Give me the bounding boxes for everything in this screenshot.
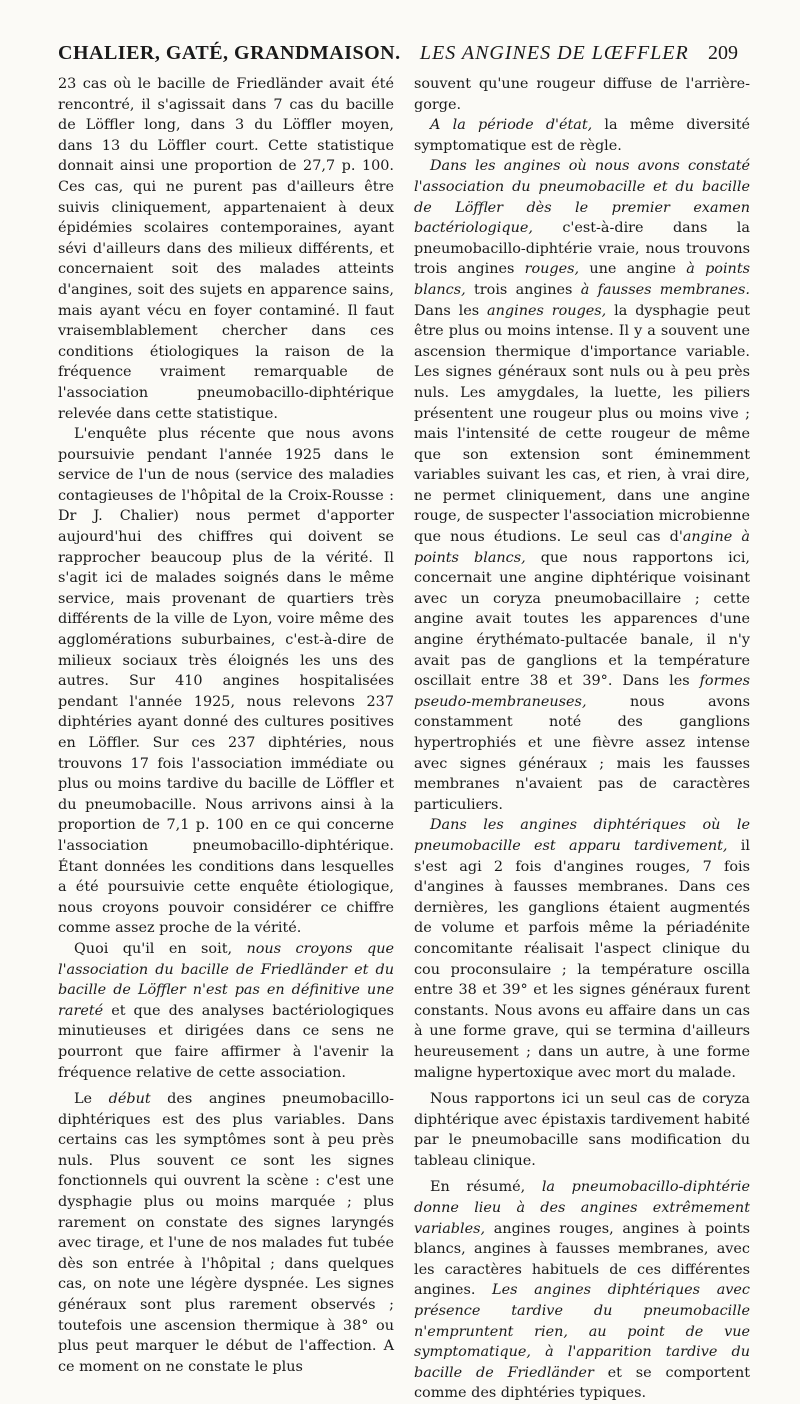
paragraph: 23 cas où le bacille de Friedländer avait été rencontré, il s'agissait dans 7 cas du bacille de Löffler long, dans 3 du Löffler moyen, dans 13 du Löffler court. Cette statistique donnait ainsi une proportion de 27,7 p. 100. Ces cas, qui ne purent pas d'ailleurs être suivis cliniquement, appartenaient à deux épidémies scolaires contemporaines, ayant sévi d'ailleurs dans des milieux différents, et concernaient soit des malades atteints d'angines, soit des sujets en apparence sains, mais ayant vécu en foyer contaminé. Il faut vraisemblablement chercher dans ces conditions étiologiques la raison de la fréquence vraiment remarquable de l'association pneumobacillo-diphtérique relevée dans cette statistique. <box>58 76 394 422</box>
left-column <box>58 74 394 1377</box>
header-title: LES ANGINES DE LŒFFLER <box>419 42 689 64</box>
header-authors: CHALIER, GATÉ, GRANDMAISON. <box>58 42 401 64</box>
paragraph: Dans les angines diphtériques où le pneumobacille est apparu tardivement, il s'est agi 2 fois d'angines rouges, 7 fois d'angines à fausses membranes. Dans ces dernières, les ganglions étaient augmentés de volume et parfois même la périadénite concomitante réalisait l'aspect clinique du cou proconsulaire ; la température oscilla entre 38 et 39° et les signes généraux furent constants. Nous avons eu affaire dans un cas à une forme grave, qui se termina d'ailleurs heureusement ; dans un autre, à une forme maligne hypertoxique avec mort du malade. <box>414 817 750 1081</box>
paragraph: En résumé, la pneumobacillo-diphtérie donne lieu à des angines extrêmement variables, angines rouges, angines à points blancs, angines à fausses membranes, avec les caractères habituels de ces différentes angines. Les angines diphtériques avec présence tardive du pneumobacille n'empruntent rien, au point de vue symptomatique, à l'apparition tardive du bacille de Friedländer et se comportent comme des diphtéries typiques. <box>414 1179 750 1402</box>
right-column <box>414 74 750 1404</box>
running-header <box>58 42 738 72</box>
paragraph: souvent qu'une rougeur diffuse de l'arrière-gorge. <box>414 76 750 113</box>
paragraph: Le début des angines pneumobacillo-diphtériques est des plus variables. Dans certains cas les symptômes sont à peu près nuls. Plus souvent ce sont les signes fonctionnels qui ouvrent la scène : c'est une dysphagie plus ou moins marquée ; plus rarement on constate des signes laryngés avec tirage, et l'une de nos malades fut tubée dès son entrée à l'hôpital ; dans quelques cas, on note une légère dyspnée. Les signes généraux sont plus rarement observés ; toutefois une ascension thermique à 38° ou plus peut marquer le début de l'affection. A ce moment on ne constate le plus <box>58 1091 394 1375</box>
paragraph: Dans les angines où nous avons constaté l'association du pneumobacille et du bacille de Löffler dès le premier examen bactériologique, c'est-à-dire dans la pneumobacillo-diphtérie vraie, nous trouvons trois angines rouges, une angine à points blancs, trois angines à fausses membranes. Dans les angines rouges, la dysphagie peut être plus ou moins intense. Il y a souvent une ascension thermique d'importance variable. Les signes généraux sont nuls ou à peu près nuls. Les amygdales, la luette, les piliers présentent une rougeur plus ou moins vive ; mais l'intensité de cette rougeur de même que son extension sont éminemment variables suivant les cas, et rien, à vrai dire, ne permet cliniquement, dans une angine rouge, de suspecter l'association microbienne que nous étudions. Le seul cas d'angine à points blancs, que nous rapportons ici, concernait une angine diphtérique voisinant avec un coryza pneumobacillaire ; cette angine avait toutes les apparences d'une angine érythémato-pultacée banale, il n'y avait pas de ganglions et la température oscillait entre 38 et 39°. Dans les formes pseudo-membraneuses, nous avons constamment noté des ganglions hypertrophiés et une fièvre assez intense avec signes généraux ; mais les fausses membranes n'avaient pas de caractères particuliers. <box>414 158 751 813</box>
paragraph: Quoi qu'il en soit, nous croyons que l'association du bacille de Friedländer et du bacille de Löffler n'est pas en définitive une rareté et que des analyses bactériologiques minutieuses et dirigées dans ce sens ne pourront que faire affirmer à l'avenir la fréquence relative de cette association. <box>58 940 394 1081</box>
paragraph: A la période d'état, la même diversité symptomatique est de règle. <box>414 117 750 154</box>
paragraph: Nous rapportons ici un seul cas de coryza diphtérique avec épistaxis tardivement habité par le pneumobacille sans modification du tableau clinique. <box>414 1091 750 1169</box>
page-number: 209 <box>708 42 738 64</box>
paragraph: L'enquête plus récente que nous avons poursuivie pendant l'année 1925 dans le service de l'un de nous (service des maladies contagieuses de l'hôpital de la Croix-Rousse : Dr J. Chalier) nous permet d'apporter aujourd'hui des chiffres qui doivent se rapprocher beaucoup plus de la vérité. Il s'agit ici de malades soignés dans le même service, mais provenant de quartiers très différents de la ville de Lyon, voire même des agglomérations suburbaines, c'est-à-dire de milieux sociaux très éloignés les uns des autres. Sur 410 angines hospitalisées pendant l'année 1925, nous relevons 237 diphtéries ayant donné des cultures positives en Löffler. Sur ces 237 diphtéries, nous trouvons 17 fois l'association immédiate ou plus ou moins tardive du bacille de Löffler et du pneumobacille. Nous arrivons ainsi à la proportion de 7,1 p. 100 en ce qui concerne l'association pneumobacillo-diphtérique. Étant données les conditions dans lesquelles a été poursuivie cette enquête étiologique, nous croyons pouvoir considérer ce chiffre comme assez proche de la vérité. <box>58 426 394 937</box>
